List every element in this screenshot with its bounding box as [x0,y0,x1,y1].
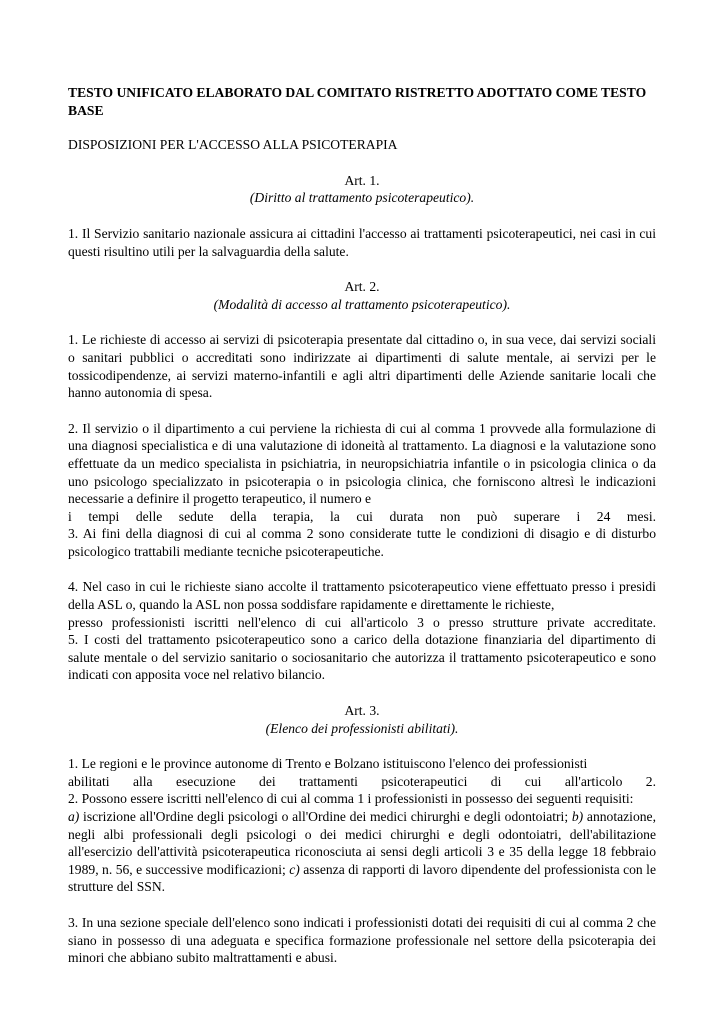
article-2-paragraph-2-tail: i tempi delle sedute della terapia, la cui durata non può superare i 24 mesi. [68,508,656,524]
requisite-b-text: annotazione, negli albi professionali degli psicologi o dei medici chirurghi e degli odontoiatri, dell'abilitazione all'esercizio dell'attività psicoterapeutica riconosciuta ai sensi degli articoli 3 e 35 della legge 18 febbraio 1989, n. 56, e successive modificazioni; [68,809,656,877]
article-1-caption: (Diritto al trattamento psicoterapeutico). [249,190,475,206]
article-1-number: Art. 1. [344,172,380,188]
article-2-number: Art. 2. [344,279,380,295]
requisite-c-text: assenza di rapporti di lavoro dipendente del professionista con le strutture del SSN. [68,861,656,895]
article-3-caption: (Elenco dei professionisti abilitati). [265,720,459,736]
article-2-paragraph-4-tail: presso professionisti iscritti nell'elenco di cui all'articolo 3 o presso strutture private accreditate. [68,614,656,630]
article-2-paragraph-4-body: 4. Nel caso in cui le richieste siano accolte il trattamento psicoterapeutico viene effettuato presso i presidi della ASL o, quando la ASL non possa soddisfare rapidamente e direttamente le richieste, [68,579,656,613]
requisite-b-label: b) [571,809,584,824]
article-1-paragraph-1: 1. Il Servizio sanitario nazionale assicura ai cittadini l'accesso ai trattamenti psicoterapeutici, nei casi in cui questi risultino utili per la salvaguardia della salute. [68,225,656,259]
article-1-heading [68,172,656,207]
article-3-requisites [68,808,656,896]
requisite-a-text: iscrizione all'Ordine degli psicologi o all'Ordine dei medici chirurghi e degli odontoiatri; [79,809,569,824]
article-3-paragraph-3: 3. In una sezione speciale dell'elenco sono indicati i professionisti dotati dei requisiti di cui al comma 2 che siano in possesso di una adeguata e specifica formazione professionale nel settore della psicoterapia dei minori che abbiano subito maltrattamenti e abusi. [68,914,656,966]
article-2-paragraph-1: 1. Le richieste di accesso ai servizi di psicoterapia presentate dal cittadino o, in sua vece, dai servizi sociali o sanitari pubblici o accreditati sono indirizzate ai dipartimenti di salute mentale, ai servizi per le tossicodipendenze, ai servizi materno-infantili e agli altri dipartimenti delle Aziende sanitarie locali che hanno autonomia di spesa. [68,332,656,401]
article-2-paragraph-2-body: 2. Il servizio o il dipartimento a cui perviene la richiesta di cui al comma 1 provvede alla formulazione di una diagnosi specialistica e di una valutazione di idoneità al trattamento. La diagnosi e la valutazione sono effettuate da un medico specialista in psichiatria, in neuropsichiatria infantile o in psicologia clinica o da uno psicologo specializzato in psicoterapia o in psicologia clinica, che forniscono altresì le indicazioni necessarie a definire il progetto terapeutico, il numero e [68,420,656,507]
article-2-paragraph-2-3 [68,420,656,561]
document-title: TESTO UNIFICATO ELABORATO DAL COMITATO RISTRETTO ADOTTATO COME TESTO BASE [68,85,647,118]
article-3-paragraph-2: 2. Possono essere iscritti nell'elenco di cui al comma 1 i professionisti in possesso dei seguenti requisiti: [68,791,634,807]
requisite-c-label: c) [289,861,300,877]
article-2-heading [68,278,656,313]
article-3-heading [68,702,656,737]
article-3-paragraph-1-head: 1. Le regioni e le province autonome di Trento e Bolzano istituiscono l'elenco dei professionisti [68,756,588,772]
article-2-paragraph-3: 3. Ai fini della diagnosi di cui al comma 2 sono considerate tutte le condizioni di disagio e di disturbo psicologico trattabili mediante tecniche psicoterapeutiche. [68,526,656,559]
document-subtitle: DISPOSIZIONI PER L'ACCESSO ALLA PSICOTERAPIA [68,137,398,153]
requisite-a-label: a) [68,809,80,824]
article-2-paragraph-4-5 [68,578,656,684]
article-3-paragraphs-1-2 [68,755,656,896]
article-2-caption: (Modalità di accesso al trattamento psicoterapeutico). [213,296,511,312]
document-page [68,84,656,967]
article-2-paragraph-5: 5. I costi del trattamento psicoterapeutico sono a carico della dotazione finanziaria del dipartimento di salute mentale o del servizio sanitario o sociosanitario che autorizza il trattamento psicoterapeutico e sono indicati con apposita voce nel relativo bilancio. [68,632,656,683]
article-3-number: Art. 3. [344,703,380,719]
article-3-paragraph-1-tail: abilitati alla esecuzione dei trattamenti psicoterapeutici di cui all'articolo 2. [68,773,656,789]
